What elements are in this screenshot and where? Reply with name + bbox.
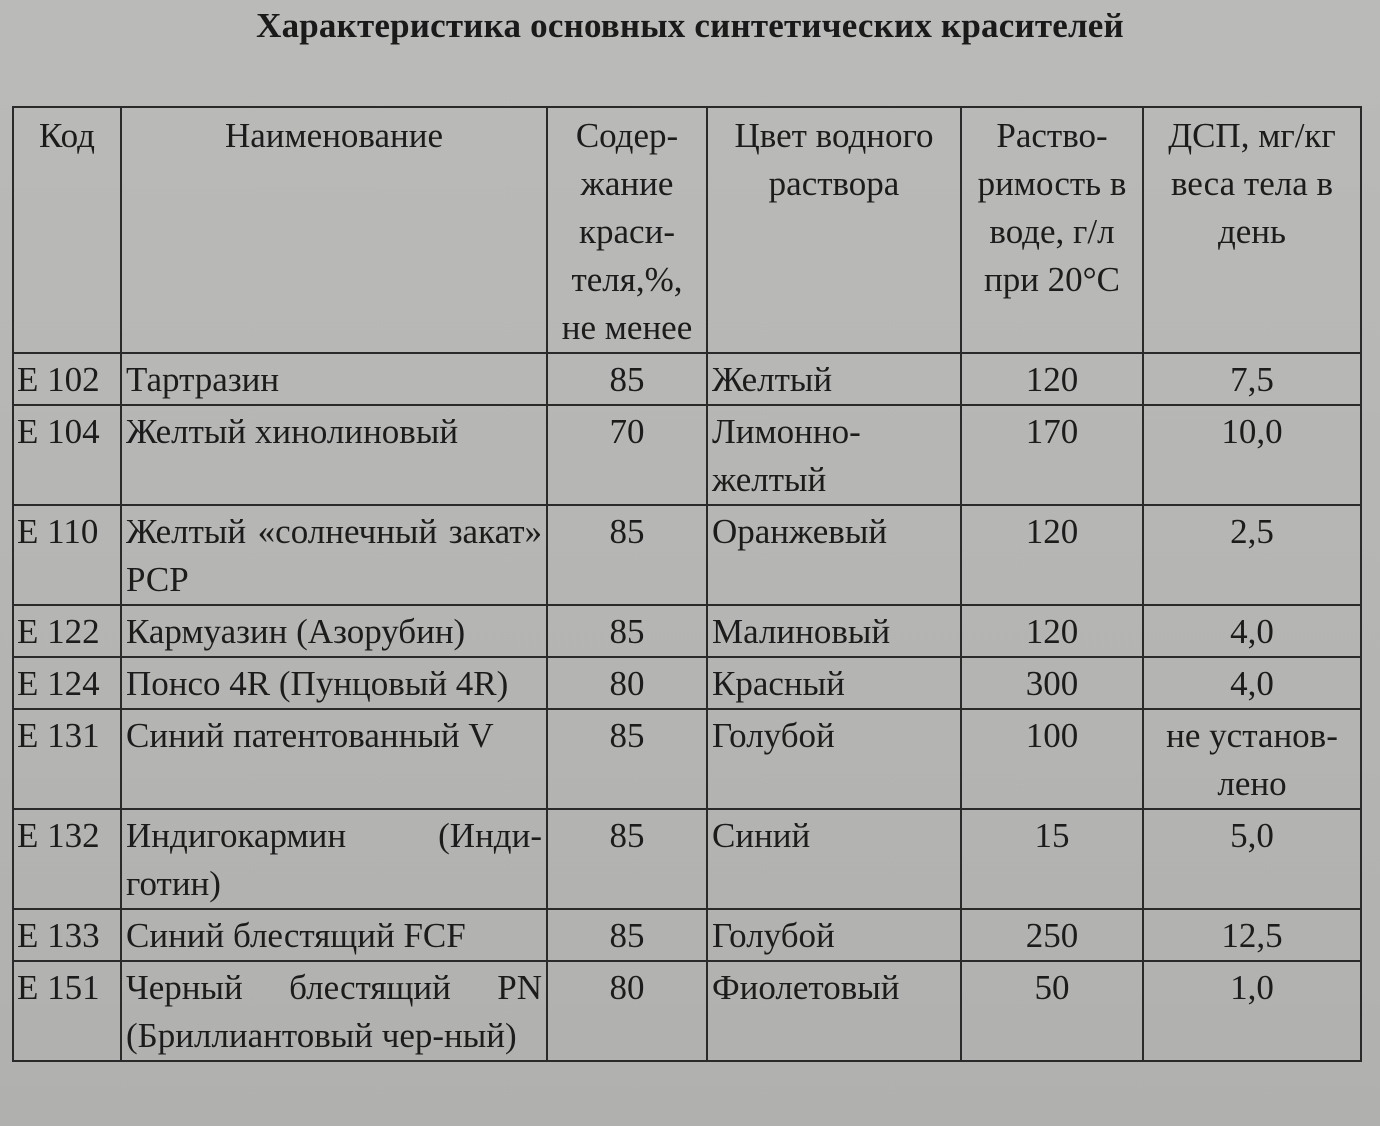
cell-content: 85 bbox=[547, 909, 707, 961]
cell-content: 85 bbox=[547, 809, 707, 909]
cell-content: 85 bbox=[547, 353, 707, 405]
cell-code: Е 131 bbox=[13, 709, 121, 809]
cell-color: Голубой bbox=[707, 709, 961, 809]
header-code: Код bbox=[13, 107, 121, 353]
table-row bbox=[13, 657, 1361, 709]
cell-content: 85 bbox=[547, 605, 707, 657]
cell-content: 80 bbox=[547, 961, 707, 1061]
cell-solubility: 15 bbox=[961, 809, 1143, 909]
header-color: Цвет водного раствора bbox=[707, 107, 961, 353]
table-row bbox=[13, 505, 1361, 605]
header-solubility: Раство-римость в воде, г/л при 20°С bbox=[961, 107, 1143, 353]
cell-adi: 10,0 bbox=[1143, 405, 1361, 505]
page-title: Характеристика основных синтетических красителей bbox=[256, 6, 1124, 45]
cell-code: Е 132 bbox=[13, 809, 121, 909]
cell-color: Красный bbox=[707, 657, 961, 709]
cell-name: Индигокармин (Инди-готин) bbox=[121, 809, 547, 909]
cell-name: Желтый «солнечный закат» РСР bbox=[121, 505, 547, 605]
cell-adi: 7,5 bbox=[1143, 353, 1361, 405]
cell-name: Черный блестящий PN (Бриллиантовый чер-ный) bbox=[121, 961, 547, 1061]
cell-code: Е 124 bbox=[13, 657, 121, 709]
cell-adi: 12,5 bbox=[1143, 909, 1361, 961]
cell-code: Е 104 bbox=[13, 405, 121, 505]
cell-name: Синий блестящий FCF bbox=[121, 909, 547, 961]
cell-solubility: 120 bbox=[961, 605, 1143, 657]
cell-code: Е 151 bbox=[13, 961, 121, 1061]
cell-solubility: 50 bbox=[961, 961, 1143, 1061]
cell-adi: 4,0 bbox=[1143, 605, 1361, 657]
cell-content: 85 bbox=[547, 505, 707, 605]
cell-code: Е 122 bbox=[13, 605, 121, 657]
table-row bbox=[13, 405, 1361, 505]
cell-name: Кармуазин (Азорубин) bbox=[121, 605, 547, 657]
header-name: Наименование bbox=[121, 107, 547, 353]
cell-code: Е 110 bbox=[13, 505, 121, 605]
cell-solubility: 120 bbox=[961, 353, 1143, 405]
cell-name: Синий патентованный V bbox=[121, 709, 547, 809]
cell-color: Малиновый bbox=[707, 605, 961, 657]
cell-color: Лимонно-желтый bbox=[707, 405, 961, 505]
cell-adi: 5,0 bbox=[1143, 809, 1361, 909]
header-adi: ДСП, мг/кг веса тела в день bbox=[1143, 107, 1361, 353]
cell-name: Тартразин bbox=[121, 353, 547, 405]
cell-adi: 4,0 bbox=[1143, 657, 1361, 709]
cell-color: Желтый bbox=[707, 353, 961, 405]
table-row bbox=[13, 605, 1361, 657]
table-row bbox=[13, 809, 1361, 909]
cell-solubility: 100 bbox=[961, 709, 1143, 809]
cell-name: Понсо 4R (Пунцовый 4R) bbox=[121, 657, 547, 709]
cell-code: Е 133 bbox=[13, 909, 121, 961]
cell-adi: 1,0 bbox=[1143, 961, 1361, 1061]
cell-content: 70 bbox=[547, 405, 707, 505]
cell-solubility: 300 bbox=[961, 657, 1143, 709]
table-row bbox=[13, 909, 1361, 961]
table-row bbox=[13, 709, 1361, 809]
cell-color: Фиолетовый bbox=[707, 961, 961, 1061]
cell-adi: не установ-лено bbox=[1143, 709, 1361, 809]
table-body bbox=[13, 353, 1361, 1061]
cell-adi: 2,5 bbox=[1143, 505, 1361, 605]
cell-code: Е 102 bbox=[13, 353, 121, 405]
cell-solubility: 250 bbox=[961, 909, 1143, 961]
cell-color: Синий bbox=[707, 809, 961, 909]
cell-name: Желтый хинолиновый bbox=[121, 405, 547, 505]
header-content: Содер-жание краси-теля,%, не менее bbox=[547, 107, 707, 353]
table-row bbox=[13, 353, 1361, 405]
cell-content: 85 bbox=[547, 709, 707, 809]
cell-color: Голубой bbox=[707, 909, 961, 961]
cell-color: Оранжевый bbox=[707, 505, 961, 605]
dyes-table bbox=[12, 106, 1362, 1062]
cell-solubility: 170 bbox=[961, 405, 1143, 505]
cell-solubility: 120 bbox=[961, 505, 1143, 605]
table-header-row bbox=[13, 107, 1361, 353]
cell-content: 80 bbox=[547, 657, 707, 709]
table-row bbox=[13, 961, 1361, 1061]
